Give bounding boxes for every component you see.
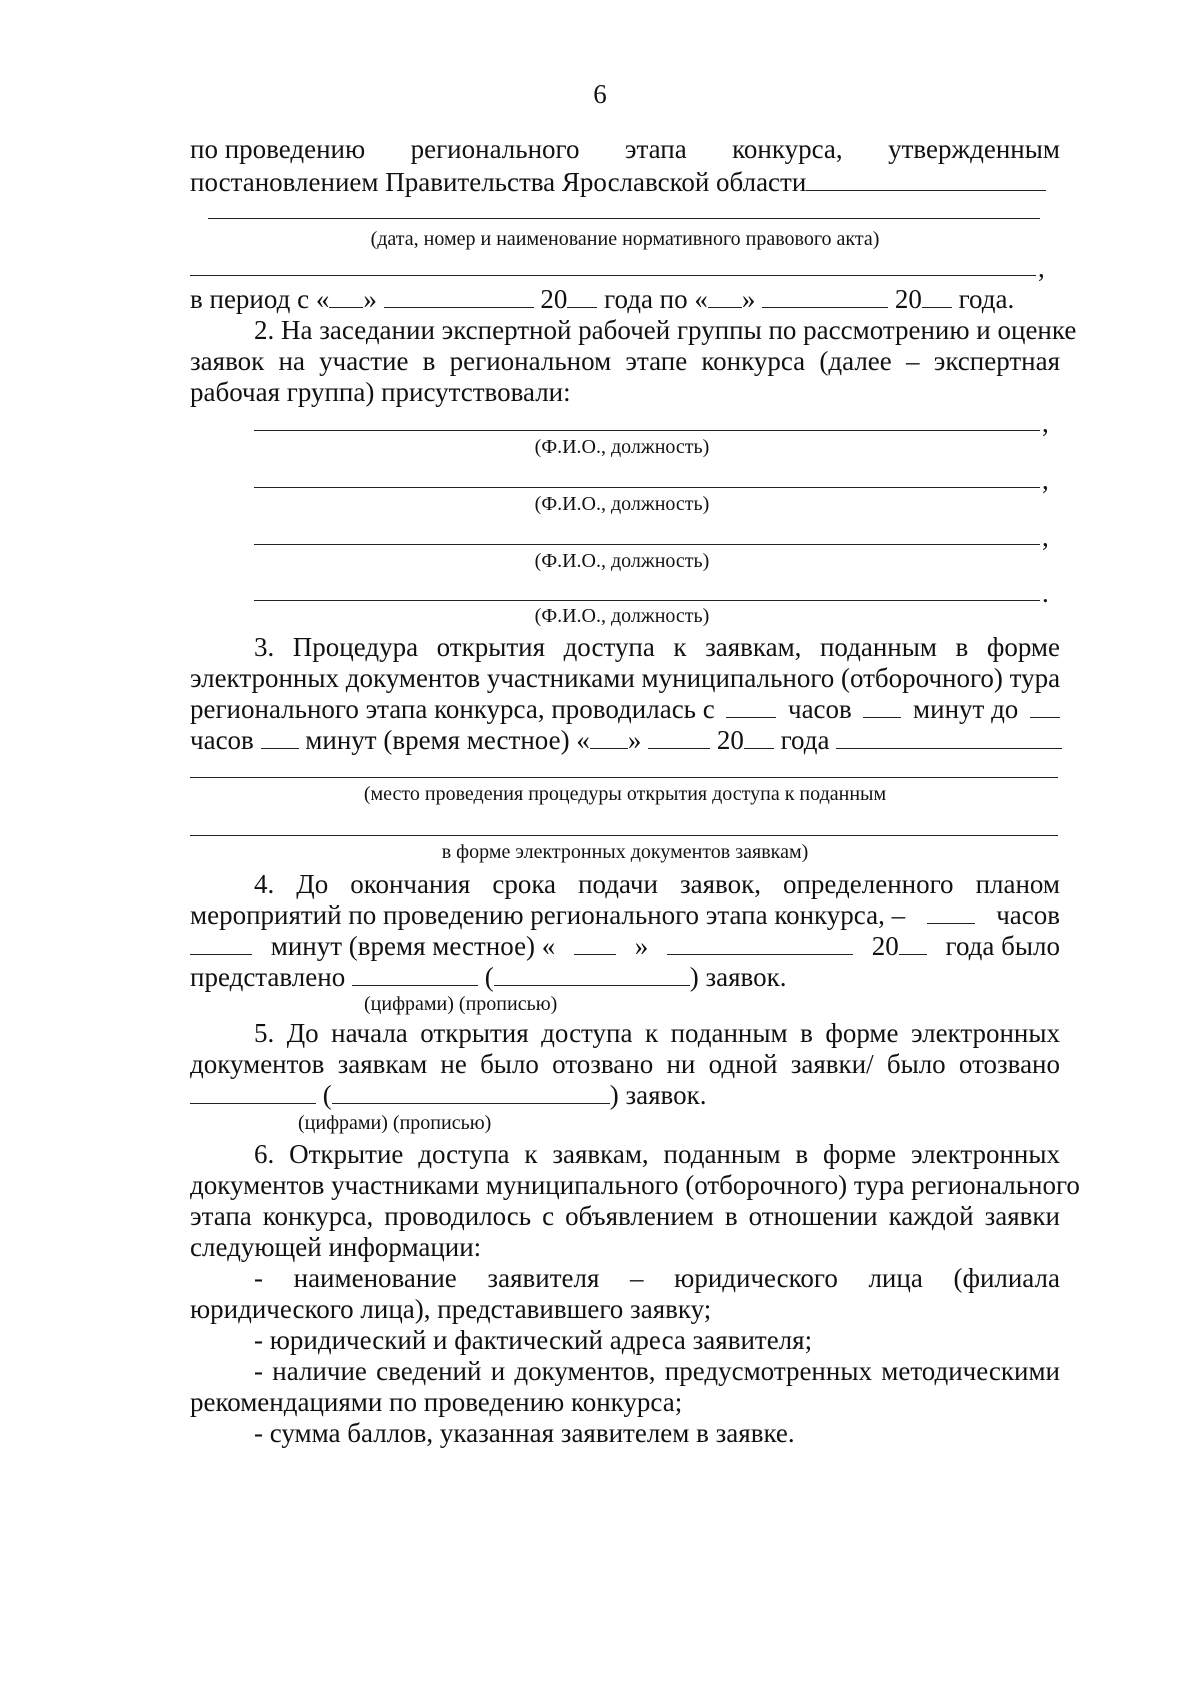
p6-item-1-line-1: - наименование заявителя – юридического лица (филиала [254,1263,1060,1293]
member-end-3: , [1042,522,1049,552]
p3-place-blank-3 [190,835,1058,836]
p6-item-4: - сумма баллов, указанная заявителем в заявке. [254,1418,795,1448]
p3-year-blank [744,726,774,749]
p5-caption: (цифрами) (прописью) [298,1112,492,1134]
p4-day-blank [574,932,616,955]
p5-line-3: ( ) заявок. [190,1079,707,1111]
p6-item-1-line-2: юридического лица), представившего заявку; [190,1294,712,1324]
p3-hours-to-blank [1030,695,1060,718]
p3-line-1: 3. Процедура открытия доступа к заявкам, поданным в форме [254,632,1060,662]
member-caption-4: (Ф.И.О., должность) [534,605,710,627]
p3-line-3: регионального этапа конкурса, проводилась с часов минут до [190,693,1060,725]
intro-line-1: по проведению регионального этапа конкурса, утвержденным [190,134,1060,164]
p4-year-blank [899,932,927,955]
member-end-2: , [1042,465,1049,495]
page-number: 6 [593,79,607,109]
p3-caption-2: в форме электронных документов заявкам) [441,841,809,863]
p5-line-1: 5. До начала открытия доступа к поданным в форме электронных [254,1018,1060,1048]
act-blank-1 [806,190,1046,191]
member-caption-2: (Ф.И.О., должность) [534,493,710,515]
act-blank-3 [190,275,1036,276]
p6-item-2: - юридический и фактический адреса заявителя; [254,1325,813,1355]
p3-caption-1: (место проведения процедуры открытия доступа к поданным [363,783,887,805]
p2-line-3: рабочая группа) присутствовали: [190,377,571,407]
p3-place-blank [836,726,1062,749]
period-to-month-blank [762,285,888,308]
caption-act: (дата, номер и наименование нормативного правового акта) [370,228,880,250]
p3-hours-blank [726,695,776,718]
period-from-day-blank [329,285,363,308]
period-to-day-blank [708,285,742,308]
p4-caption: (цифрами) (прописью) [364,993,558,1015]
act-comma: , [1038,253,1045,283]
p3-day-blank [590,726,628,749]
p4-month-blank [667,932,853,955]
p2-line-2: заявок на участие в региональном этапе конкурса (далее – экспертная [190,346,1060,376]
p4-count-words-blank [494,963,690,986]
member-blank-4 [254,600,1040,601]
act-blank-2 [208,218,1040,219]
p6-line-4: следующей информации: [190,1232,482,1262]
period-to-year-blank [922,285,952,308]
p3-place-blank-2 [190,777,1058,778]
p5-line-2: документов заявкам не было отозвано ни одной заявки/ было отозвано [190,1049,1060,1079]
p6-item-3-line-1: - наличие сведений и документов, предусмотренных методическими [254,1356,1060,1386]
p3-month-blank [648,726,710,749]
p3-minutes-to-blank [261,726,299,749]
p6-line-1: 6. Открытие доступа к заявкам, поданным в форме электронных [254,1139,1060,1169]
p4-line-4: представлено ( ) заявок. [190,962,787,992]
member-blank-1 [254,430,1040,431]
p6-line-3: этапа конкурса, проводилось с объявлением в отношении каждой заявки [190,1201,1060,1231]
member-end-4: . [1042,578,1049,608]
member-blank-3 [254,544,1040,545]
member-caption-3: (Ф.И.О., должность) [534,550,710,572]
p3-line-4: часов минут (время местное) « » 20 года [190,724,1062,756]
p4-line-3: минут (время местное) « » 20 года было [190,930,1060,962]
p5-count-digits-blank [190,1081,316,1104]
member-caption-1: (Ф.И.О., должность) [534,436,710,458]
p2-line-1: 2. На заседании экспертной рабочей группы по рассмотрению и оценке [254,315,1077,345]
intro-line-2: постановлением Правительства Ярославской области [190,167,807,197]
p4-hours-blank [927,901,975,924]
p3-line-2: электронных документов участниками муниципального (отборочного) тура [190,663,1061,693]
p4-line-1: 4. До окончания срока подачи заявок, определенного планом [254,869,1060,899]
p5-count-words-blank [332,1081,610,1104]
p4-minutes-blank [190,932,252,955]
p6-line-2: документов участниками муниципального (отборочного) тура регионального [190,1170,1080,1200]
period-line: в период с « » 20 года по « » 20 года. [190,284,1015,314]
period-from-month-blank [384,285,534,308]
member-end-1: , [1042,408,1049,438]
p4-line-2: мероприятий по проведению регионального этапа конкурса, – часов [190,900,1060,930]
p4-count-digits-blank [352,963,478,986]
member-blank-2 [254,487,1040,488]
p6-item-3-line-2: рекомендациями по проведению конкурса; [190,1387,683,1417]
period-from-year-blank [567,285,597,308]
p3-minutes-blank [863,695,901,718]
